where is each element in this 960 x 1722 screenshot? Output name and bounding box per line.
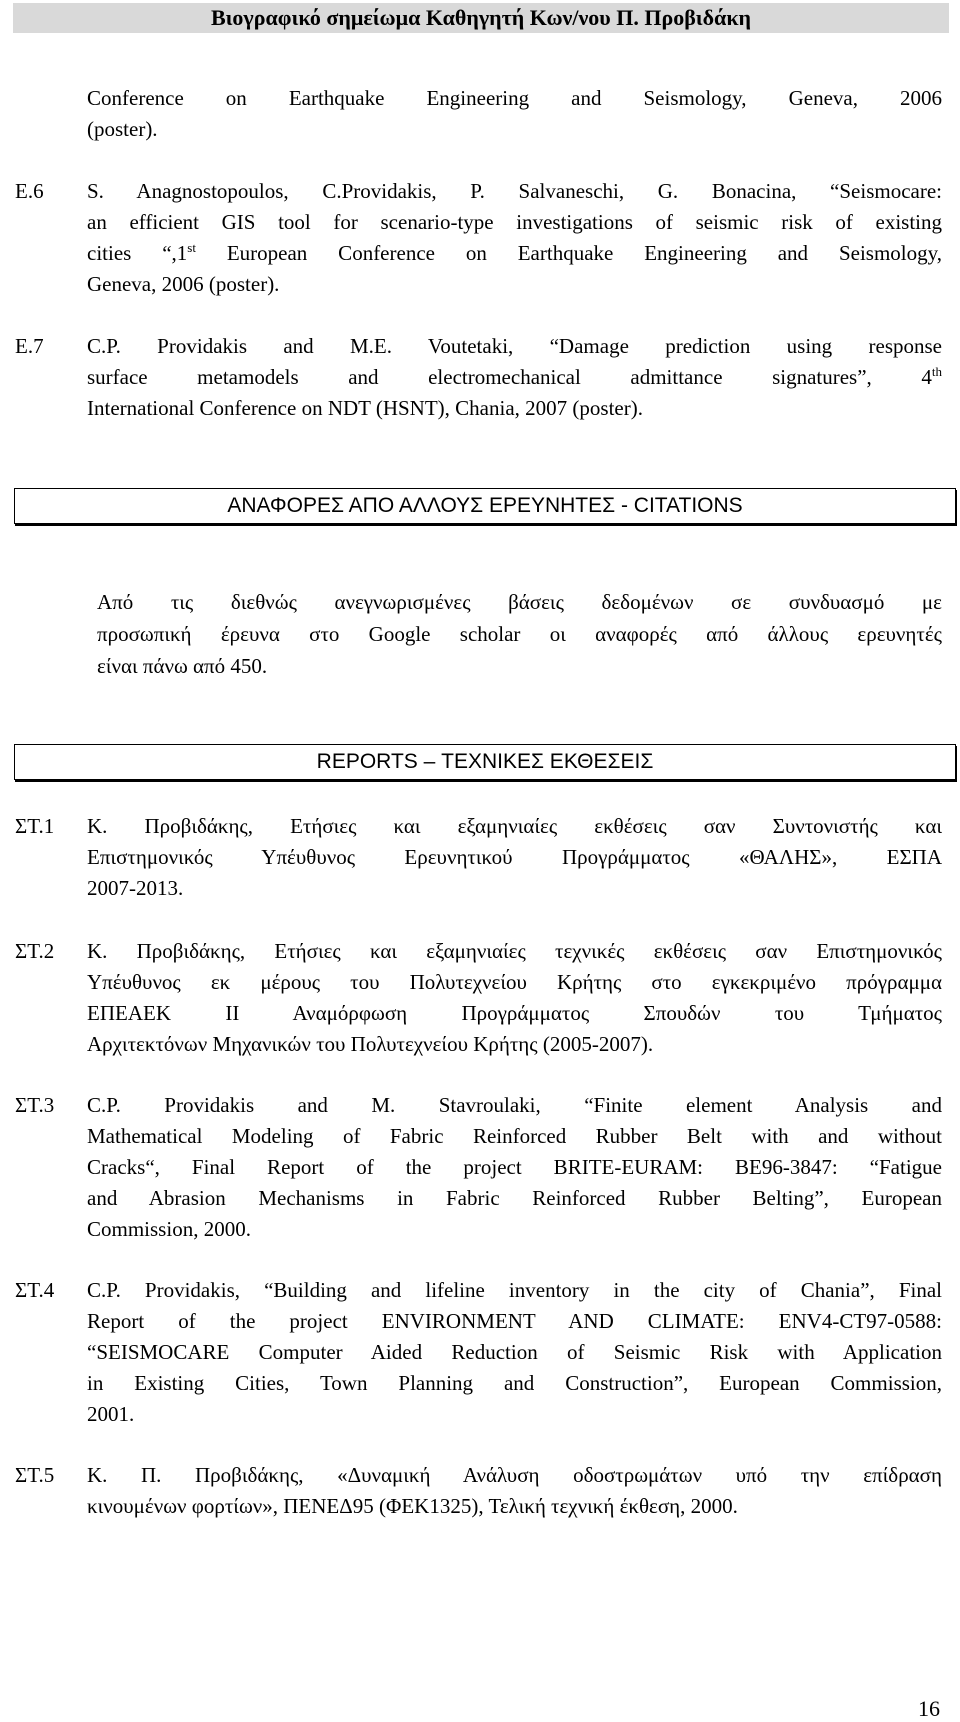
report-line: Κ. Προβιδάκης, Ετήσιες και εξαμηνιαίες τεχνικές εκθέσεις σαν Επιστημονικός xyxy=(87,939,942,963)
entry-label: E.6 xyxy=(15,179,44,203)
report-label: ΣΤ.1 xyxy=(15,814,55,838)
text: European Conference on Earthquake Engineering and Seismology, xyxy=(195,241,943,265)
report-label: ΣΤ.4 xyxy=(15,1278,55,1302)
citations-paragraph xyxy=(97,586,942,682)
report-line: 2007-2013. xyxy=(87,876,184,900)
report-label: ΣΤ.5 xyxy=(15,1463,55,1487)
report-line: Κ. Π. Προβιδάκης, «Δυναμική Ανάλυση οδοστρωμάτων υπό την επίδραση xyxy=(87,1463,942,1487)
page-header: Βιογραφικό σημείωμα Καθηγητή Κων/νου Π. Προβιδάκη xyxy=(13,3,949,33)
report-line: Αρχιτεκτόνων Μηχανικών του Πολυτεχνείου Κρήτης (2005-2007). xyxy=(87,1032,654,1056)
entry-line: International Conference on NDT (HSNT), Chania, 2007 (poster). xyxy=(87,396,643,420)
report-line: Mathematical Modeling of Fabric Reinforced Rubber Belt with and without xyxy=(87,1124,942,1148)
reports-heading: REPORTS – ΤΕΧΝΙΚΕΣ ΕΚΘΕΣΕΙΣ xyxy=(14,744,956,780)
report-line: and Abrasion Mechanisms in Fabric Reinforced Rubber Belting”, European xyxy=(87,1186,942,1210)
report-line: 2001. xyxy=(87,1402,135,1426)
report-line: C.P. Providakis and M. Stavroulaki, “Finite element Analysis and xyxy=(87,1093,942,1117)
entry-line: (poster). xyxy=(87,117,158,141)
entry-line: S. Anagnostopoulos, C.Providakis, P. Salvaneschi, G. Bonacina, “Seismocare: xyxy=(87,179,942,203)
entry-line xyxy=(87,238,942,269)
entry-line: C.P. Providakis and M.E. Voutetaki, “Damage prediction using response xyxy=(87,334,942,358)
text: cities “,1 xyxy=(87,241,188,265)
report-line: C.P. Providakis, “Building and lifeline inventory in the city of Chania”, Final xyxy=(87,1278,942,1302)
report-line: “SEISMOCARE Computer Aided Reduction of Seismic Risk with Application xyxy=(87,1340,942,1364)
entry-line: Geneva, 2006 (poster). xyxy=(87,272,280,296)
paragraph-line: Από τις διεθνώς ανεγνωρισμένες βάσεις δεδομένων σε συνδυασμό με xyxy=(97,590,942,614)
entry-label: E.7 xyxy=(15,334,44,358)
report-line: Υπέυθυνος εκ μέρους του Πολυτεχνείου Κρήτης στο εγκεκριμένο πρόγραμμα xyxy=(87,970,942,994)
citations-heading: ΑΝΑΦΟΡΕΣ ΑΠΟ ΑΛΛΟΥΣ ΕΡΕΥΝΗΤΕΣ - CITATIONS xyxy=(14,488,956,524)
report-line: ΕΠΕΑΕΚ ΙΙ Αναμόρφωση Προγράμματος Σπουδών του Τμήματος xyxy=(87,1001,942,1025)
report-line: κινουμένων φορτίων», ΠΕΝΕΔ95 (ΦΕΚ1325), Τελική τεχνική έκθεση, 2000. xyxy=(87,1494,738,1518)
report-line: Cracks“, Final Report of the project BRITE-EURAM: BE96-3847: “Fatigue xyxy=(87,1155,942,1179)
report-label: ΣΤ.2 xyxy=(15,939,55,963)
entry-line: an efficient GIS tool for scenario-type investigations of seismic risk of existing xyxy=(87,210,942,234)
page-number: 16 xyxy=(918,1696,940,1721)
entry-line: Conference on Earthquake Engineering and Seismology, Geneva, 2006 xyxy=(87,86,942,110)
paragraph-line: προσωπική έρευνα στο Google scholar οι αναφορές από άλλους ερευνητές xyxy=(97,622,942,646)
paragraph-line: είναι πάνω από 450. xyxy=(97,654,268,678)
superscript: st xyxy=(187,240,196,255)
superscript: th xyxy=(931,364,942,379)
report-line: Κ. Προβιδάκης, Ετήσιες και εξαμηνιαίες εκθέσεις σαν Συντονιστής και xyxy=(87,814,942,838)
report-line: Επιστημονικός Υπέυθυνος Ερευνητικού Προγράμματος «ΘΑΛΗΣ», ΕΣΠΑ xyxy=(87,845,942,869)
report-line: Commission, 2000. xyxy=(87,1217,251,1241)
report-line: in Existing Cities, Town Planning and Construction”, European Commission, xyxy=(87,1371,942,1395)
text: surface metamodels and electromechanical admittance signatures”, 4 xyxy=(87,365,932,389)
report-line: Report of the project ENVIRONMENT AND CLIMATE: ENV4-CT97-0588: xyxy=(87,1309,942,1333)
report-label: ΣΤ.3 xyxy=(15,1093,55,1117)
entry-line xyxy=(87,362,942,393)
